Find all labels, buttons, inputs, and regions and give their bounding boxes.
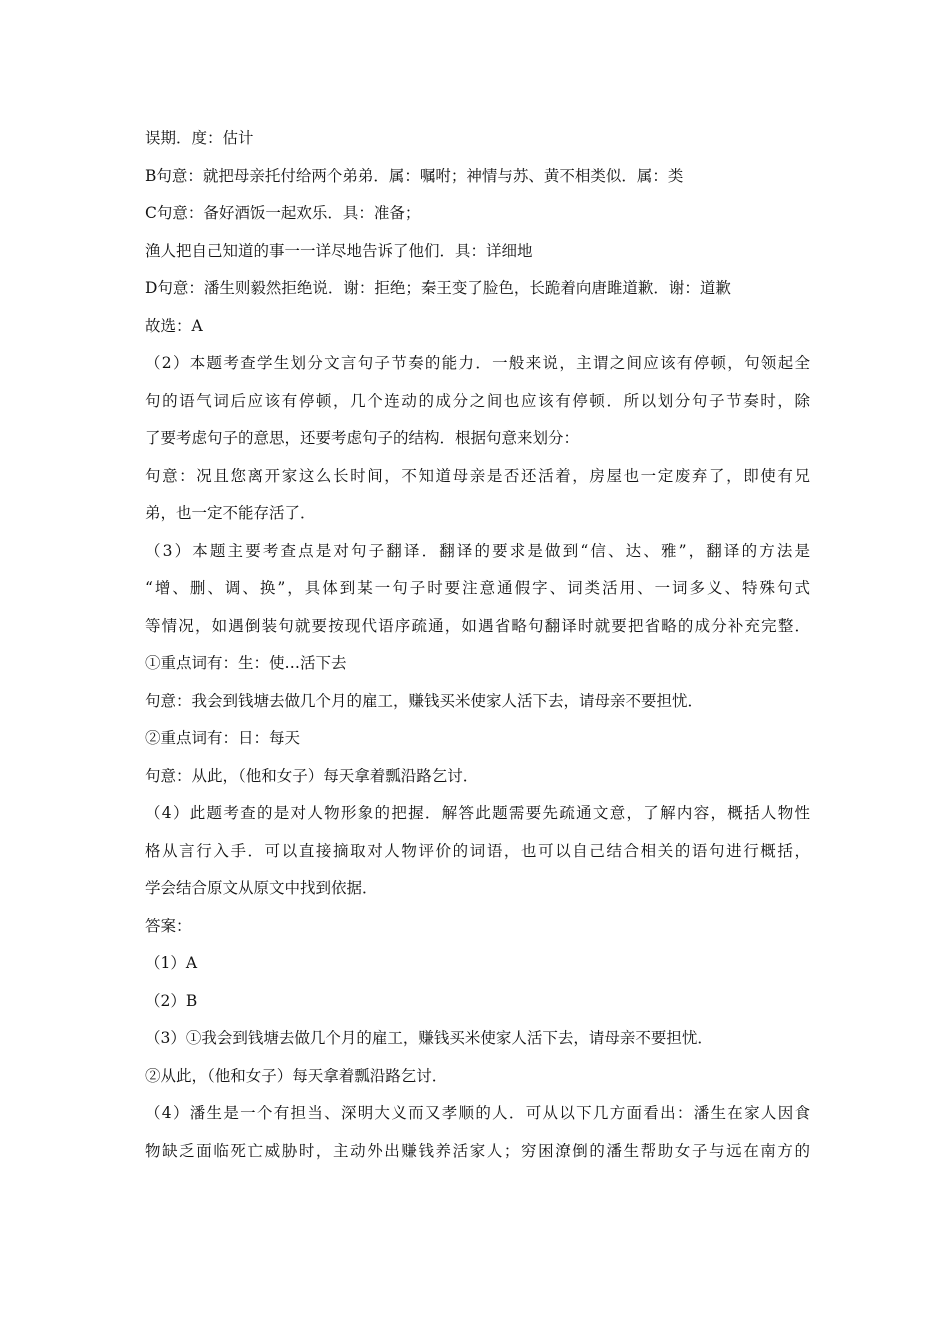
text-line: 渔人把自己知道的事一一详尽地告诉了他们．具：详细地 xyxy=(145,241,533,260)
text-line: （1）A xyxy=(145,954,198,972)
text-line: （4）此题考查的是对人物形象的把握．解答此题需要先疏通文意，了解内容，概括人物性 xyxy=(145,804,810,822)
text-line: 学会结合原文从原文中找到依据． xyxy=(145,879,378,897)
text-line: ②从此，（他和女子）每天拿着瓢沿路乞讨． xyxy=(145,1066,448,1085)
text-line: ①重点词有：生：使…活下去 xyxy=(145,654,347,672)
text-line: 句意：我会到钱塘去做几个月的雇工，赚钱买米使家人活下去，请母亲不要担忧． xyxy=(145,691,704,710)
text-line: 答案： xyxy=(145,916,192,935)
text-line: （2）本题考查学生划分文言句子节奏的能力．一般来说，主谓之间应该有停顿，句领起全 xyxy=(145,354,810,372)
text-line: “增、删、调、换”，具体到某一句子时要注意通假字、词类活用、一词多义、特殊句式 xyxy=(145,579,810,597)
text-line: 弟，也一定不能存活了． xyxy=(145,504,316,522)
text-line: 误期．度：估计 xyxy=(145,129,254,147)
text-line: C句意：备好酒饭一起欢乐．具：准备； xyxy=(145,204,421,222)
text-line: 句的语气词后应该有停顿，几个连动的成分之间也应该有停顿．所以划分句子节奏时，除 xyxy=(145,391,810,410)
text-line: 格从言行入手．可以直接摘取对人物评价的词语，也可以自己结合相关的语句进行概括， xyxy=(145,841,810,860)
text-line: B句意：就把母亲托付给两个弟弟．属：嘱咐；神情与苏、黄不相类似．属：类 xyxy=(145,166,684,185)
text-line: ②重点词有：日：每天 xyxy=(145,729,301,747)
text-line: （3）本题主要考查点是对句子翻译．翻译的要求是做到“信、达、雅”，翻译的方法是 xyxy=(145,541,810,560)
text-line: 句意：从此，（他和女子）每天拿着瓢沿路乞讨． xyxy=(145,766,479,785)
text-line: 了要考虑句子的意思，还要考虑句子的结构．根据句意来划分： xyxy=(145,429,580,447)
text-line: 句意：况且您离开家这么长时间，不知道母亲是否还活着，房屋也一定废弃了，即使有兄 xyxy=(145,466,810,485)
text-line: 等情况，如遇倒装句就要按现代语序疏通，如遇省略句翻译时就要把省略的成分补充完整． xyxy=(145,616,810,635)
text-line: （3）①我会到钱塘去做几个月的雇工，赚钱买米使家人活下去，请母亲不要担忧． xyxy=(145,1029,713,1047)
answer-text-block xyxy=(145,124,810,1174)
text-line: 物缺乏面临死亡威胁时，主动外出赚钱养活家人；穷困潦倒的潘生帮助女子与远在南方的 xyxy=(145,1141,810,1160)
text-line: （2）B xyxy=(145,991,198,1010)
text-line: （4）潘生是一个有担当、深明大义而又孝顺的人．可从以下几方面看出：潘生在家人因食 xyxy=(145,1104,810,1122)
text-line: D句意：潘生则毅然拒绝说．谢：拒绝；秦王变了脸色，长跪着向唐雎道歉．谢：道歉 xyxy=(145,279,731,297)
text-line: 故选：A xyxy=(145,316,203,335)
